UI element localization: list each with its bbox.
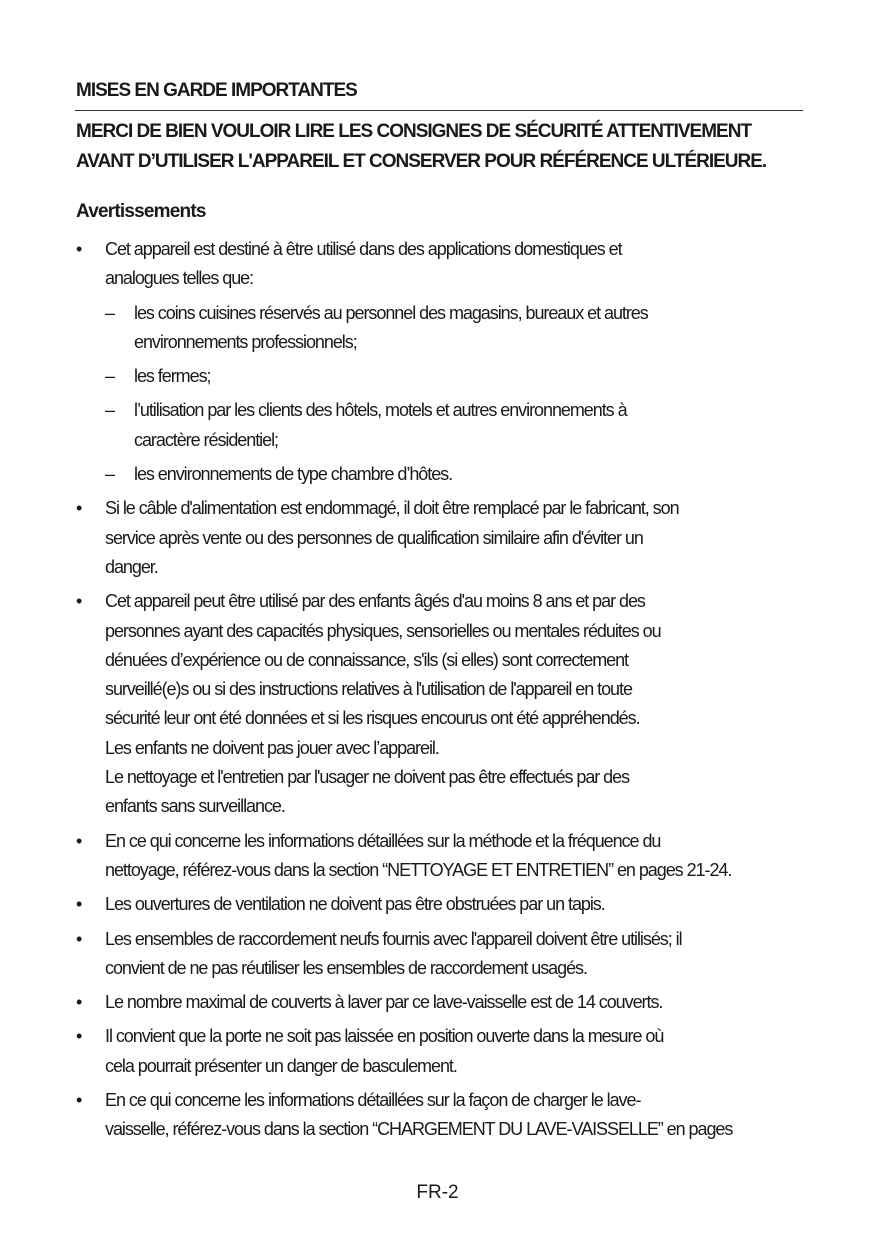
sub-list-item bbox=[76, 362, 816, 391]
list-item bbox=[76, 1022, 816, 1081]
bullet-icon: • bbox=[76, 239, 82, 259]
bullet-icon: • bbox=[76, 830, 82, 851]
item-text-line: cela pourrait présenter un danger de basculement. bbox=[105, 1055, 457, 1076]
dash-icon: – bbox=[105, 400, 114, 421]
item-text-line: Les enfants ne doivent pas jouer avec l’appareil. bbox=[105, 737, 439, 758]
item-text-line: nettoyage, référez-vous dans la section “NETTOYAGE ET ENTRETIEN” en pages 21-24. bbox=[105, 859, 732, 880]
sub-list-item bbox=[76, 396, 816, 455]
item-text-line: convient de ne pas réutiliser les ensembles de raccordement usagés. bbox=[105, 957, 587, 978]
list-item bbox=[76, 890, 816, 919]
item-text-line: caractère résidentiel; bbox=[134, 429, 278, 450]
item-text-line: enfants sans surveillance. bbox=[105, 796, 285, 817]
sub-list-item bbox=[76, 299, 816, 358]
list-item bbox=[76, 587, 816, 821]
item-text-line: environnements professionnels; bbox=[134, 331, 357, 352]
item-text-line: dénuées d’expérience ou de connaissance, s'ils (si elles) sont correctement bbox=[105, 649, 629, 670]
item-text-line: Cet appareil peut être utilisé par des enfants âgés d'au moins 8 ans et par des bbox=[105, 591, 645, 612]
bullet-icon: • bbox=[76, 591, 82, 612]
bullet-icon: • bbox=[76, 992, 82, 1013]
item-text-line: Les ensembles de raccordement neufs fournis avec l'appareil doivent être utilisés; il bbox=[105, 928, 682, 949]
title-divider bbox=[75, 110, 803, 111]
list-item bbox=[76, 988, 816, 1017]
item-text-line: En ce qui concerne les informations détaillées sur la méthode et la fréquence du bbox=[105, 830, 661, 851]
item-text-line: En ce qui concerne les informations détaillées sur la façon de charger le lave- bbox=[105, 1090, 641, 1111]
bullet-icon: • bbox=[76, 1026, 82, 1047]
safety-notice-line: MERCI DE BIEN VOULOIR LIRE LES CONSIGNES DE SÉCURITÉ ATTENTIVEMENT bbox=[76, 121, 752, 142]
section-heading: Avertissements bbox=[76, 201, 206, 222]
item-text-line: Le nombre maximal de couverts à laver par ce lave-vaisselle est de 14 couverts. bbox=[105, 992, 663, 1013]
page-number: FR-2 bbox=[416, 1182, 459, 1203]
dash-icon: – bbox=[105, 464, 114, 485]
list-item bbox=[76, 494, 816, 582]
item-text-line: les fermes; bbox=[134, 366, 211, 387]
list-item bbox=[76, 235, 816, 294]
sub-list-item bbox=[76, 460, 816, 489]
item-text-line: Il convient que la porte ne soit pas laissée en position ouverte dans la mesure où bbox=[105, 1026, 664, 1047]
bullet-icon: • bbox=[76, 894, 82, 915]
item-text-line: personnes ayant des capacités physiques, sensorielles ou mentales réduites ou bbox=[105, 620, 661, 641]
item-text-line: Le nettoyage et l'entretien par l'usager ne doivent pas être effectués par des bbox=[105, 767, 630, 788]
warnings-list bbox=[76, 235, 816, 1150]
page-title: MISES EN GARDE IMPORTANTES bbox=[76, 80, 357, 101]
dash-icon: – bbox=[105, 366, 114, 387]
item-text-line: sécurité leur ont été données et si les risques encourus ont été appréhendés. bbox=[105, 708, 640, 729]
item-text-line: service après vente ou des personnes de qualification similaire afin d'éviter un bbox=[105, 527, 643, 548]
item-text-line: analogues telles que: bbox=[105, 268, 254, 289]
item-text-line: Les ouvertures de ventilation ne doivent pas être obstruées par un tapis. bbox=[105, 894, 605, 915]
list-item bbox=[76, 925, 816, 984]
item-text-line: vaisselle, référez-vous dans la section “CHARGEMENT DU LAVE-VAISSELLE” en pages bbox=[105, 1119, 733, 1140]
bullet-icon: • bbox=[76, 928, 82, 949]
list-item bbox=[76, 827, 816, 886]
item-text-line: l’utilisation par les clients des hôtels, motels et autres environnements à bbox=[134, 400, 627, 421]
item-text-line: danger. bbox=[105, 556, 158, 577]
bullet-icon: • bbox=[76, 1090, 82, 1111]
list-item bbox=[76, 1086, 816, 1145]
safety-notice bbox=[76, 117, 766, 177]
bullet-icon: • bbox=[76, 498, 82, 519]
item-text-line: les environnements de type chambre d’hôtes. bbox=[134, 464, 453, 485]
item-text-line: surveillé(e)s ou si des instructions relatives à l'utilisation de l'appareil en toute bbox=[105, 679, 632, 700]
dash-icon: – bbox=[105, 302, 114, 323]
item-text-line: Cet appareil est destiné à être utilisé dans des applications domestiques et bbox=[105, 239, 622, 259]
item-text-line: les coins cuisines réservés au personnel des magasins, bureaux et autres bbox=[134, 302, 648, 323]
safety-notice-line: AVANT D’UTILISER L'APPAREIL ET CONSERVER POUR RÉFÉRENCE ULTÉRIEURE. bbox=[76, 151, 767, 172]
item-text-line: Si le câble d'alimentation est endommagé, il doit être remplacé par le fabricant, son bbox=[105, 498, 679, 519]
